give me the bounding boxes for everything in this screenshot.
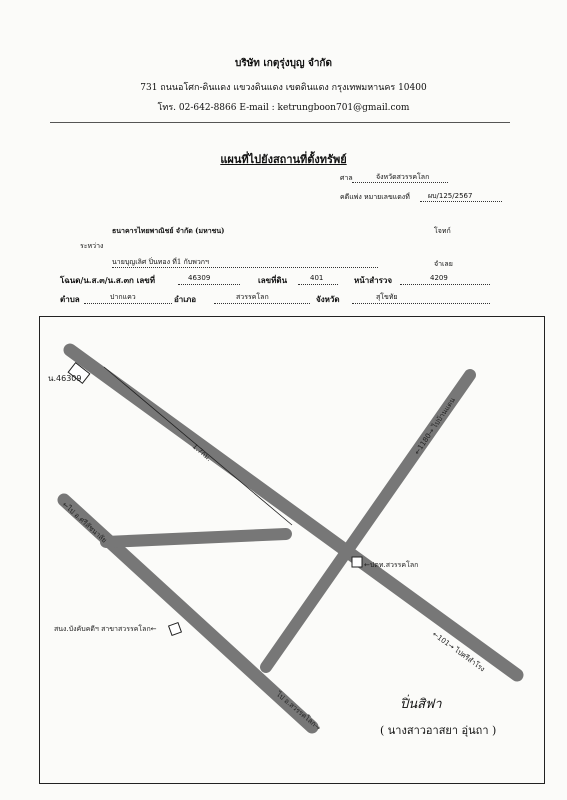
province-value: สุโขทัย — [376, 293, 398, 301]
branch-office-marker — [169, 623, 182, 636]
location-map — [39, 316, 545, 784]
company-address: 731 ถนนอโศก-ดินแดง แขวงดินแดง เขตดินแดง กรุงเทพมหานคร 10400 — [140, 83, 427, 93]
page-title: แผนที่ไปยังสถานที่ตั้งทรัพย์ — [220, 153, 347, 166]
land-no-value: 401 — [310, 274, 324, 282]
plaintiff-name: ธนาคารไทยพาณิชย์ จำกัด (มหาชน) — [112, 226, 225, 235]
subdistrict-dotline — [84, 303, 172, 304]
defendant-name: นายบุญเลิศ ปิ่นทอง ที่1 กับพวกฯ — [112, 258, 209, 266]
connector-road — [106, 534, 286, 542]
district-dotline — [214, 303, 310, 304]
plaintiff-role: โจทก์ — [434, 227, 451, 235]
defendant-role: จำเลย — [434, 260, 453, 268]
road-label-101: ←101→ ไปศรีสำโรง — [430, 630, 487, 674]
police-station-marker — [352, 557, 362, 567]
deed-label: โฉนด/น.ส.๓/น.ส.๓ก เลขที่ — [60, 275, 156, 285]
company-contact: โทร. 02-642-8866 E-mail : ketrungboon701@gmail.com — [157, 103, 410, 113]
between-label: ระหว่าง — [80, 242, 104, 250]
survey-dotline — [400, 284, 490, 285]
district-label: อำเภอ — [174, 294, 197, 304]
road-label-sawankhalok: ไป อ.สวรรคโลก→ — [274, 690, 323, 733]
land-no-label: เลขที่ดิน — [258, 275, 288, 285]
land-no-dotline — [298, 284, 338, 285]
distance-label: 1.7กม. — [190, 442, 213, 463]
road-label-baandan: ←1180→ ไปบ้านแดน — [413, 396, 457, 457]
province-dotline — [352, 303, 490, 304]
survey-value: 4209 — [430, 274, 448, 282]
road-label-srisatchanalai: ←ไป อ.ศรีสัชนาลัย — [60, 500, 109, 545]
signature-name: ( นางสาวอาสยา อุ่นถา ) — [380, 724, 497, 737]
company-name: บริษัท เกตุรุ่งบุญ จำกัด — [235, 58, 332, 69]
parcel-label: น.46309 — [48, 374, 82, 383]
deed-value: 46309 — [188, 274, 211, 282]
province-label: จังหวัด — [316, 294, 340, 304]
signature-scribble: ปิ่นสิฟา — [400, 697, 442, 712]
branch-office-label: สนง.บังคับคดีฯ สาขาสวรรคโลก← — [54, 625, 157, 633]
subdistrict-value: ปากแคว — [110, 293, 136, 301]
case-label: คดีแพ่ง หมายเลขแดงที่ — [340, 193, 410, 201]
map-canvas — [40, 317, 546, 785]
subdistrict-label: ตำบล — [60, 294, 80, 304]
court-label: ศาล — [340, 174, 353, 182]
district-value: สวรรคโลก — [236, 293, 269, 301]
header-divider — [50, 122, 510, 123]
deed-dotline — [178, 284, 240, 285]
police-station-label: ←ปตท.สวรรคโลก — [364, 561, 419, 569]
court-value: จังหวัดสวรรคโลก — [376, 173, 430, 181]
survey-label: หน้าสำรวจ — [354, 275, 393, 285]
case-value: ผบ/125/2567 — [428, 192, 473, 200]
defendant-dotline — [112, 267, 378, 268]
